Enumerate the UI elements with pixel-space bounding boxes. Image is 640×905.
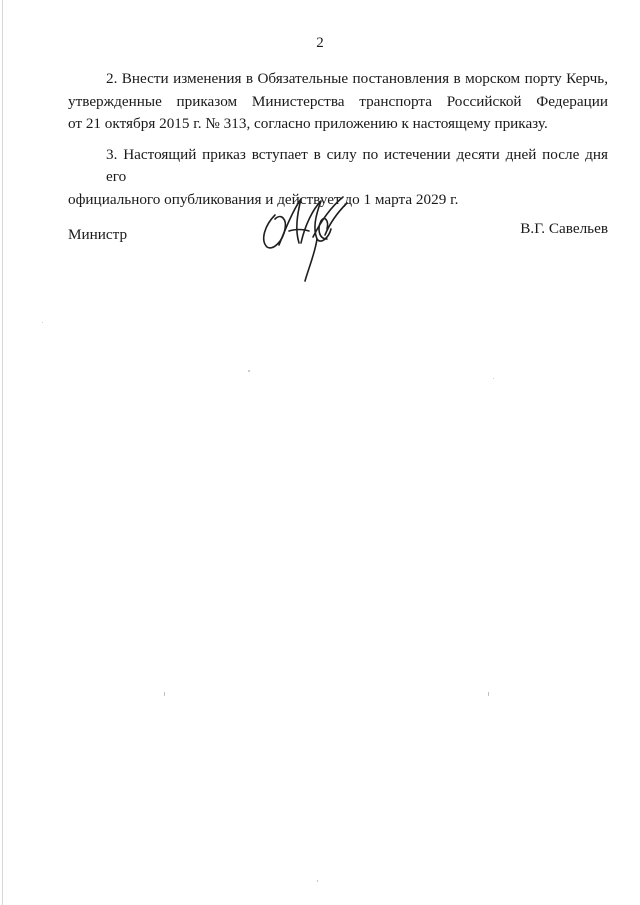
paragraph-2 bbox=[68, 68, 608, 136]
scan-speck bbox=[493, 378, 494, 379]
scan-speck bbox=[42, 322, 43, 323]
scan-speck bbox=[248, 370, 250, 372]
paragraph-2-line-2: утвержденные приказом Министерства транспорта Российской Федерации bbox=[68, 92, 608, 110]
scan-speck bbox=[164, 692, 165, 696]
paragraph-2-line-1: 2. Внести изменения в Обязательные постановления в морском порту Керчь, bbox=[106, 70, 608, 87]
signer-name: В.Г. Савельев bbox=[520, 220, 608, 237]
page-edge bbox=[2, 0, 3, 905]
signer-position: Министр bbox=[68, 226, 128, 243]
handwritten-signature-icon bbox=[255, 185, 355, 285]
paragraph-2-line-3: от 21 октября 2015 г. № 313, согласно приложению к настоящему приказу. bbox=[68, 115, 548, 133]
paragraph-3-line-2: официального опубликования и действует до 1 марта 2029 г. bbox=[68, 190, 459, 208]
scan-speck bbox=[488, 692, 489, 696]
page-number: 2 bbox=[316, 35, 324, 51]
scan-speck bbox=[317, 880, 318, 882]
paragraph-3-line-1: 3. Настоящий приказ вступает в силу по истечении десяти дней после дня его bbox=[106, 145, 608, 186]
